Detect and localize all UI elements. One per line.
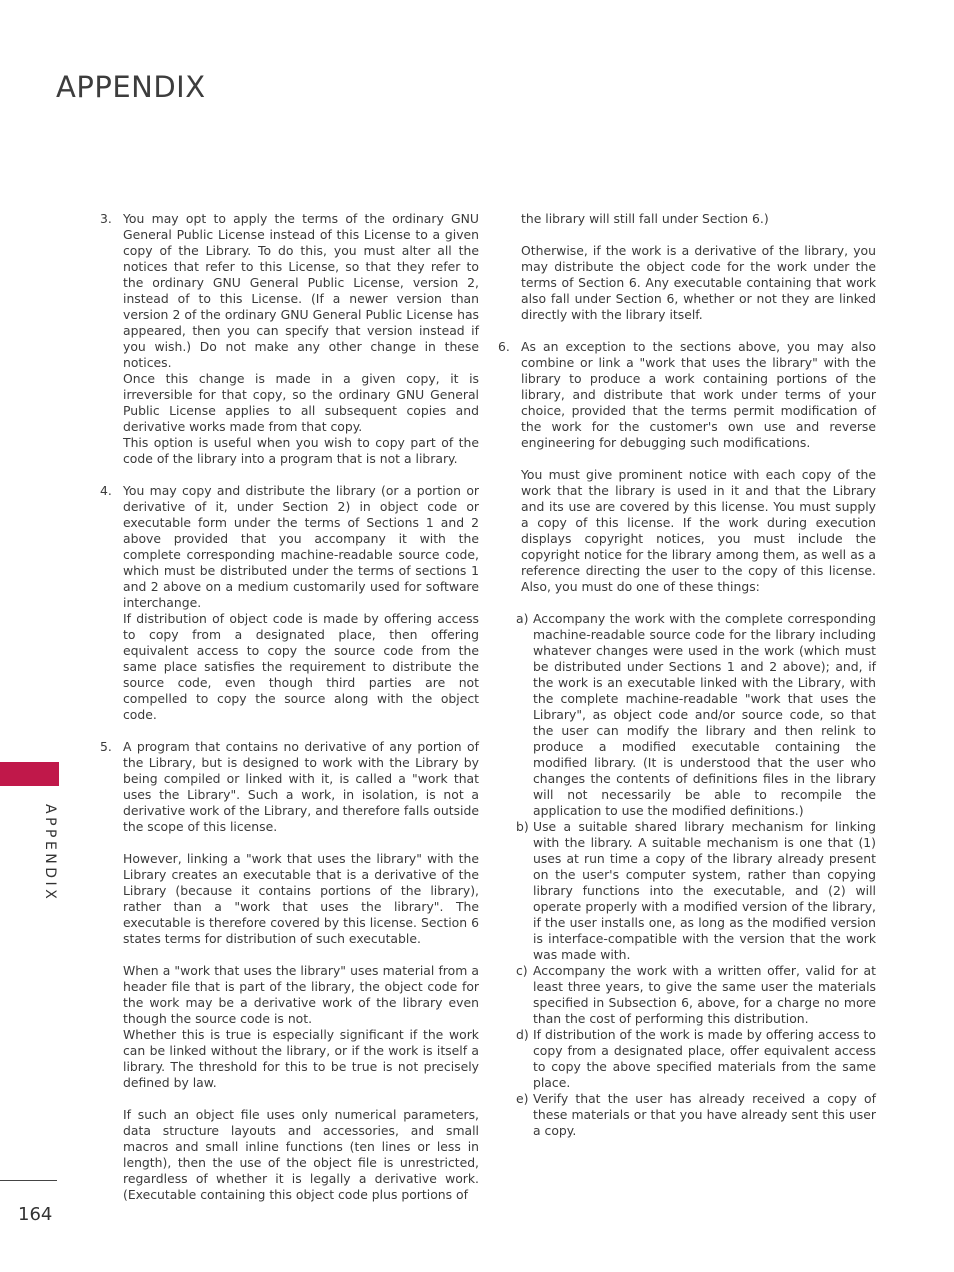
list-item-4 (100, 483, 479, 723)
sidebar-section-label: APPENDIX (42, 804, 58, 903)
paragraph: If distribution of object code is made by offering access to copy from a designated place, then offering equivalent access to copy the source code from the same place satisfies the requirement to distribute the source code, even though third parties are not compelled to copy the source along with the object code. (123, 611, 479, 722)
left-column (100, 211, 479, 1203)
right-column (498, 211, 876, 1139)
paragraph: Whether this is true is especially significant if the work can be linked without the library, or if the work is itself a library. The threshold for this to be true is not precisely defined by law. (123, 1027, 479, 1090)
paragraph: You may opt to apply the terms of the ordinary GNU General Public License instead of this License to a given copy of the Library. To do this, you must alter all the notices that refer to this License, so that they refer to the ordinary GNU General Public License, version 2, instead of to this License. (If a newer version than version 2 of the ordinary GNU General Public License has appeared, then you can specify that version instead if you wish.) Do not make any other change in these notices. (123, 211, 479, 370)
paragraph: You may copy and distribute the library (or a portion or derivative of it, under Section 2) in object code or executable form under the terms of Sections 1 and 2 above provided that you accompany it with the complete corresponding machine-readable source code, which must be distributed under the terms of sections 1 and 2 above on a medium customarily used for software interchange. (123, 483, 479, 610)
page-number: 164 (18, 1204, 53, 1225)
page-title: APPENDIX (56, 70, 206, 104)
sub-item-text: Accompany the work with a written offer, valid for at least three years, to give the same user the materials specified in Subsection 6, above, for a charge no more than the cost of performing this distribution. (533, 963, 876, 1026)
paragraph: If such an object file uses only numerical parameters, data structure layouts and accessories, and small macros and small inline functions (ten lines or less in length), then the use of the object file is unrestricted, regardless of whether it is legally a derivative work. (Executable containing this object code plus portions of (123, 1107, 479, 1202)
section-tab-marker (0, 762, 59, 786)
sub-item-b (516, 819, 876, 963)
sub-item-text: Accompany the work with the complete corresponding machine-readable source code for the library including whatever changes were used in the work (which must be distributed under Sections 1 and 2 above); and, if the work is an executable linked with the Library, with the complete machine-readable "work that uses the Library", as object code and/or source code, so that the user can modify the library and then relink to produce a modified executable containing the modified library. (It is understood that the user who changes the contents of definitions files in the library will not necessarily be able to recompile the application to use the modified definitions.) (533, 611, 876, 818)
sub-item-label: b) (516, 819, 529, 834)
item-number: 6. (498, 339, 510, 354)
sub-item-text: Verify that the user has already received a copy of these materials or that you have already sent this user a copy. (533, 1091, 876, 1138)
paragraph: Otherwise, if the work is a derivative of the library, you may distribute the object code for the work under the terms of Section 6. Any executable containing that work also fall under Section 6, whether or not they are linked directly with the library itself. (521, 243, 876, 322)
item-number: 4. (100, 483, 112, 498)
list-item-3 (100, 211, 479, 467)
paragraph: However, linking a "work that uses the library" with the Library creates an executable that is a derivative of the Library (because it contains portions of the library), rather than a "work that uses the library". The executable is therefore covered by this license. Section 6 states terms for distribution of such executable. (123, 851, 479, 946)
sub-item-text: Use a suitable shared library mechanism for linking with the library. A suitable mechanism is one that (1) uses at run time a copy of the library already present on the user's computer system, rather than copying library functions into the executable, and (2) will operate properly with a modified version of the library, if the user installs one, as long as the modified version is interface-compatible with the version that the work was made with. (533, 819, 876, 962)
footer-divider (0, 1180, 57, 1181)
sub-item-e (516, 1091, 876, 1139)
sub-list (498, 611, 876, 1139)
paragraph: the library will still fall under Section 6.) (521, 211, 769, 226)
sub-item-label: c) (516, 963, 528, 978)
item-number: 3. (100, 211, 112, 226)
sub-item-c (516, 963, 876, 1027)
sub-item-label: d) (516, 1027, 529, 1042)
sub-item-d (516, 1027, 876, 1091)
paragraph: You must give prominent notice with each copy of the work that the library is used in it and that the Library and its use are covered by this license. You must supply a copy of this license. If the work during execution displays copyright notices, you must include the copyright notice for the library among them, as well as a reference directing the user to the copy of this license. Also, you must do one of these things: (521, 467, 876, 594)
sub-item-text: If distribution of the work is made by offering access to copy from a designated place, offer equivalent access to copy the above specified materials from the same place. (533, 1027, 876, 1090)
item-number: 5. (100, 739, 112, 754)
paragraph: When a "work that uses the library" uses material from a header file that is part of the library, the object code for the work may be a derivative work of the library even though the source code is not. (123, 963, 479, 1026)
paragraph: This option is useful when you wish to copy part of the code of the library into a program that is not a library. (123, 435, 479, 466)
paragraph: Once this change is made in a given copy, it is irreversible for that copy, so the ordinary GNU General Public License applies to all subsequent copies and derivative works made from that copy. (123, 371, 479, 434)
paragraph: A program that contains no derivative of any portion of the Library, but is designed to work with the Library by being compiled or linked with it, is called a "work that uses the Library". Such a work, in isolation, is not a derivative work of the Library, and therefore falls outside the scope of this license. (123, 739, 479, 834)
sub-item-label: e) (516, 1091, 529, 1106)
list-item-5 (100, 739, 479, 1203)
list-item-6 (498, 339, 876, 595)
paragraph: As an exception to the sections above, you may also combine or link a "work that uses the library" with the library to produce a work containing portions of the library, and distribute that work under terms of your choice, provided that the terms permit modification of the work for the customer's own use and reverse engineering for debugging such modifications. (521, 339, 876, 450)
sub-item-a (516, 611, 876, 819)
sub-item-label: a) (516, 611, 529, 626)
